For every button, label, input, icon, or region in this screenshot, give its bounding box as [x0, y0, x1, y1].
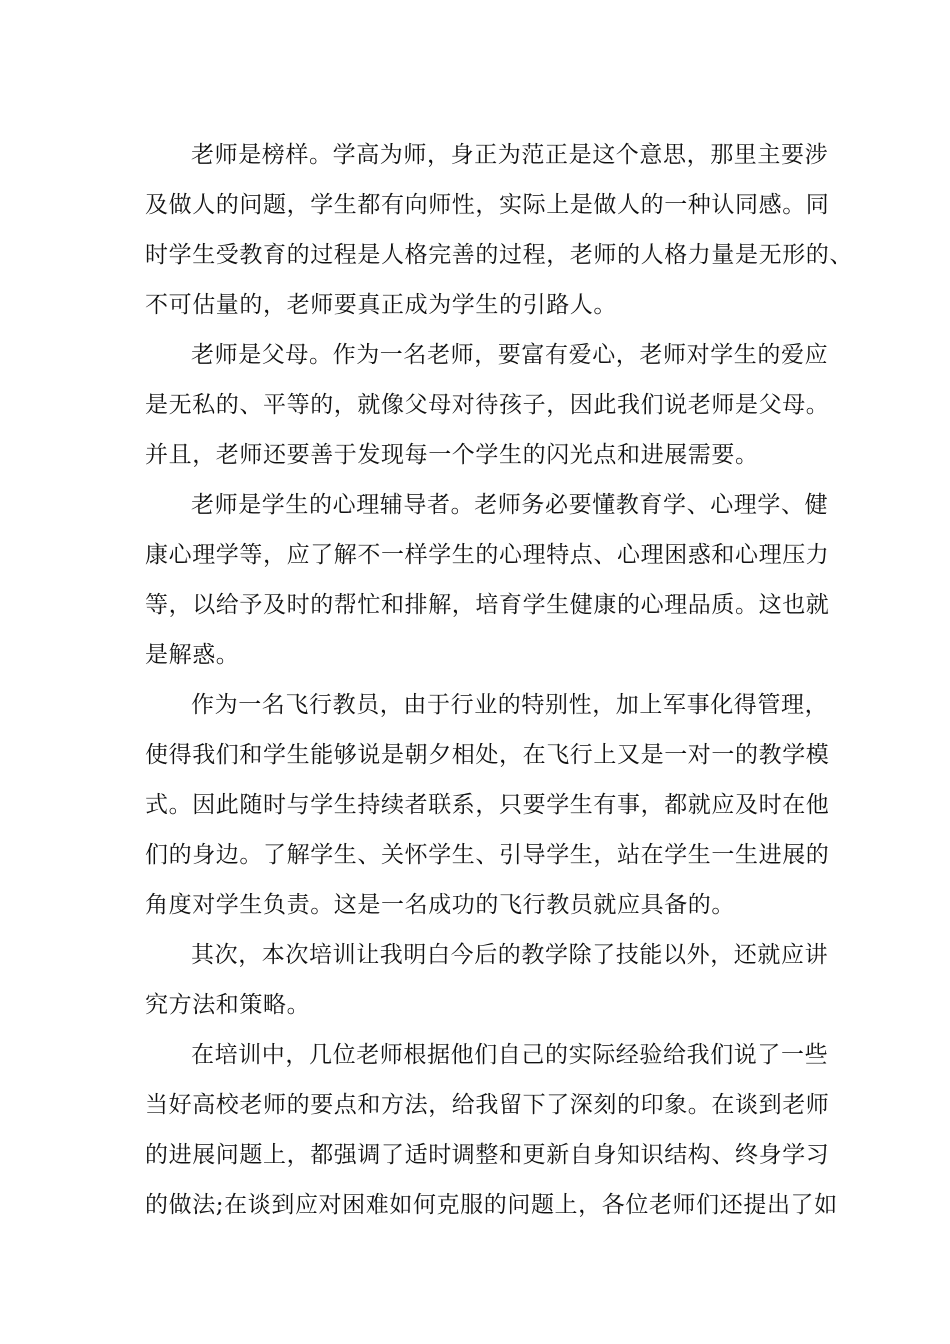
- paragraph-line: 们的身边。了解学生、关怀学生、引导学生，站在学生一生进展的: [145, 842, 830, 868]
- paragraph: [145, 480, 830, 680]
- document-body: [145, 130, 853, 1230]
- paragraph: [145, 930, 829, 1030]
- paragraph-line: 的进展问题上，都强调了适时调整和更新自身知识结构、终身学习: [145, 1142, 830, 1168]
- paragraph: [145, 680, 830, 930]
- paragraph-line: 是无私的、平等的，就像父母对待孩子，因此我们说老师是父母。: [145, 392, 830, 418]
- paragraph-line: 康心理学等，应了解不一样学生的心理特点、心理困惑和心理压力: [145, 542, 830, 568]
- paragraph-line: 其次，本次培训让我明白今后的教学除了技能以外，还就应讲: [191, 942, 829, 968]
- paragraph-line: 时学生受教育的过程是人格完善的过程，老师的人格力量是无形的、: [145, 242, 853, 268]
- paragraph-line: 老师是学生的心理辅导者。老师务必要懂教育学、心理学、健: [191, 492, 829, 518]
- paragraph-line: 在培训中，几位老师根据他们自己的实际经验给我们说了一些: [191, 1042, 829, 1068]
- paragraph-line: 老师是榜样。学高为师，身正为范正是这个意思，那里主要涉: [191, 142, 829, 168]
- paragraph-line: 老师是父母。作为一名老师，要富有爱心，老师对学生的爱应: [191, 342, 829, 368]
- paragraph-line: 使得我们和学生能够说是朝夕相处，在飞行上又是一对一的教学模: [145, 742, 830, 768]
- paragraph-line: 的做法;在谈到应对困难如何克服的问题上，各位老师们还提出了如: [145, 1192, 838, 1218]
- paragraph-line: 是解惑。: [145, 642, 240, 668]
- paragraph-line: 究方法和策略。: [145, 992, 311, 1018]
- paragraph-line: 等，以给予及时的帮忙和排解，培育学生健康的心理品质。这也就: [145, 592, 830, 618]
- paragraph-line: 作为一名飞行教员，由于行业的特别性，加上军事化得管理，: [191, 692, 829, 718]
- paragraph-line: 当好高校老师的要点和方法，给我留下了深刻的印象。在谈到老师: [145, 1092, 830, 1118]
- paragraph-line: 式。因此随时与学生持续者联系，只要学生有事，都就应及时在他: [145, 792, 830, 818]
- paragraph: [145, 130, 853, 330]
- paragraph-line: 及做人的问题，学生都有向师性，实际上是做人的一种认同感。同: [145, 192, 830, 218]
- paragraph: [145, 330, 830, 480]
- paragraph-line: 不可估量的，老师要真正成为学生的引路人。: [145, 292, 617, 318]
- paragraph: [145, 1030, 838, 1230]
- paragraph-line: 角度对学生负责。这是一名成功的飞行教员就应具备的。: [145, 892, 735, 918]
- paragraph-line: 并且，老师还要善于发现每一个学生的闪光点和进展需要。: [145, 442, 759, 468]
